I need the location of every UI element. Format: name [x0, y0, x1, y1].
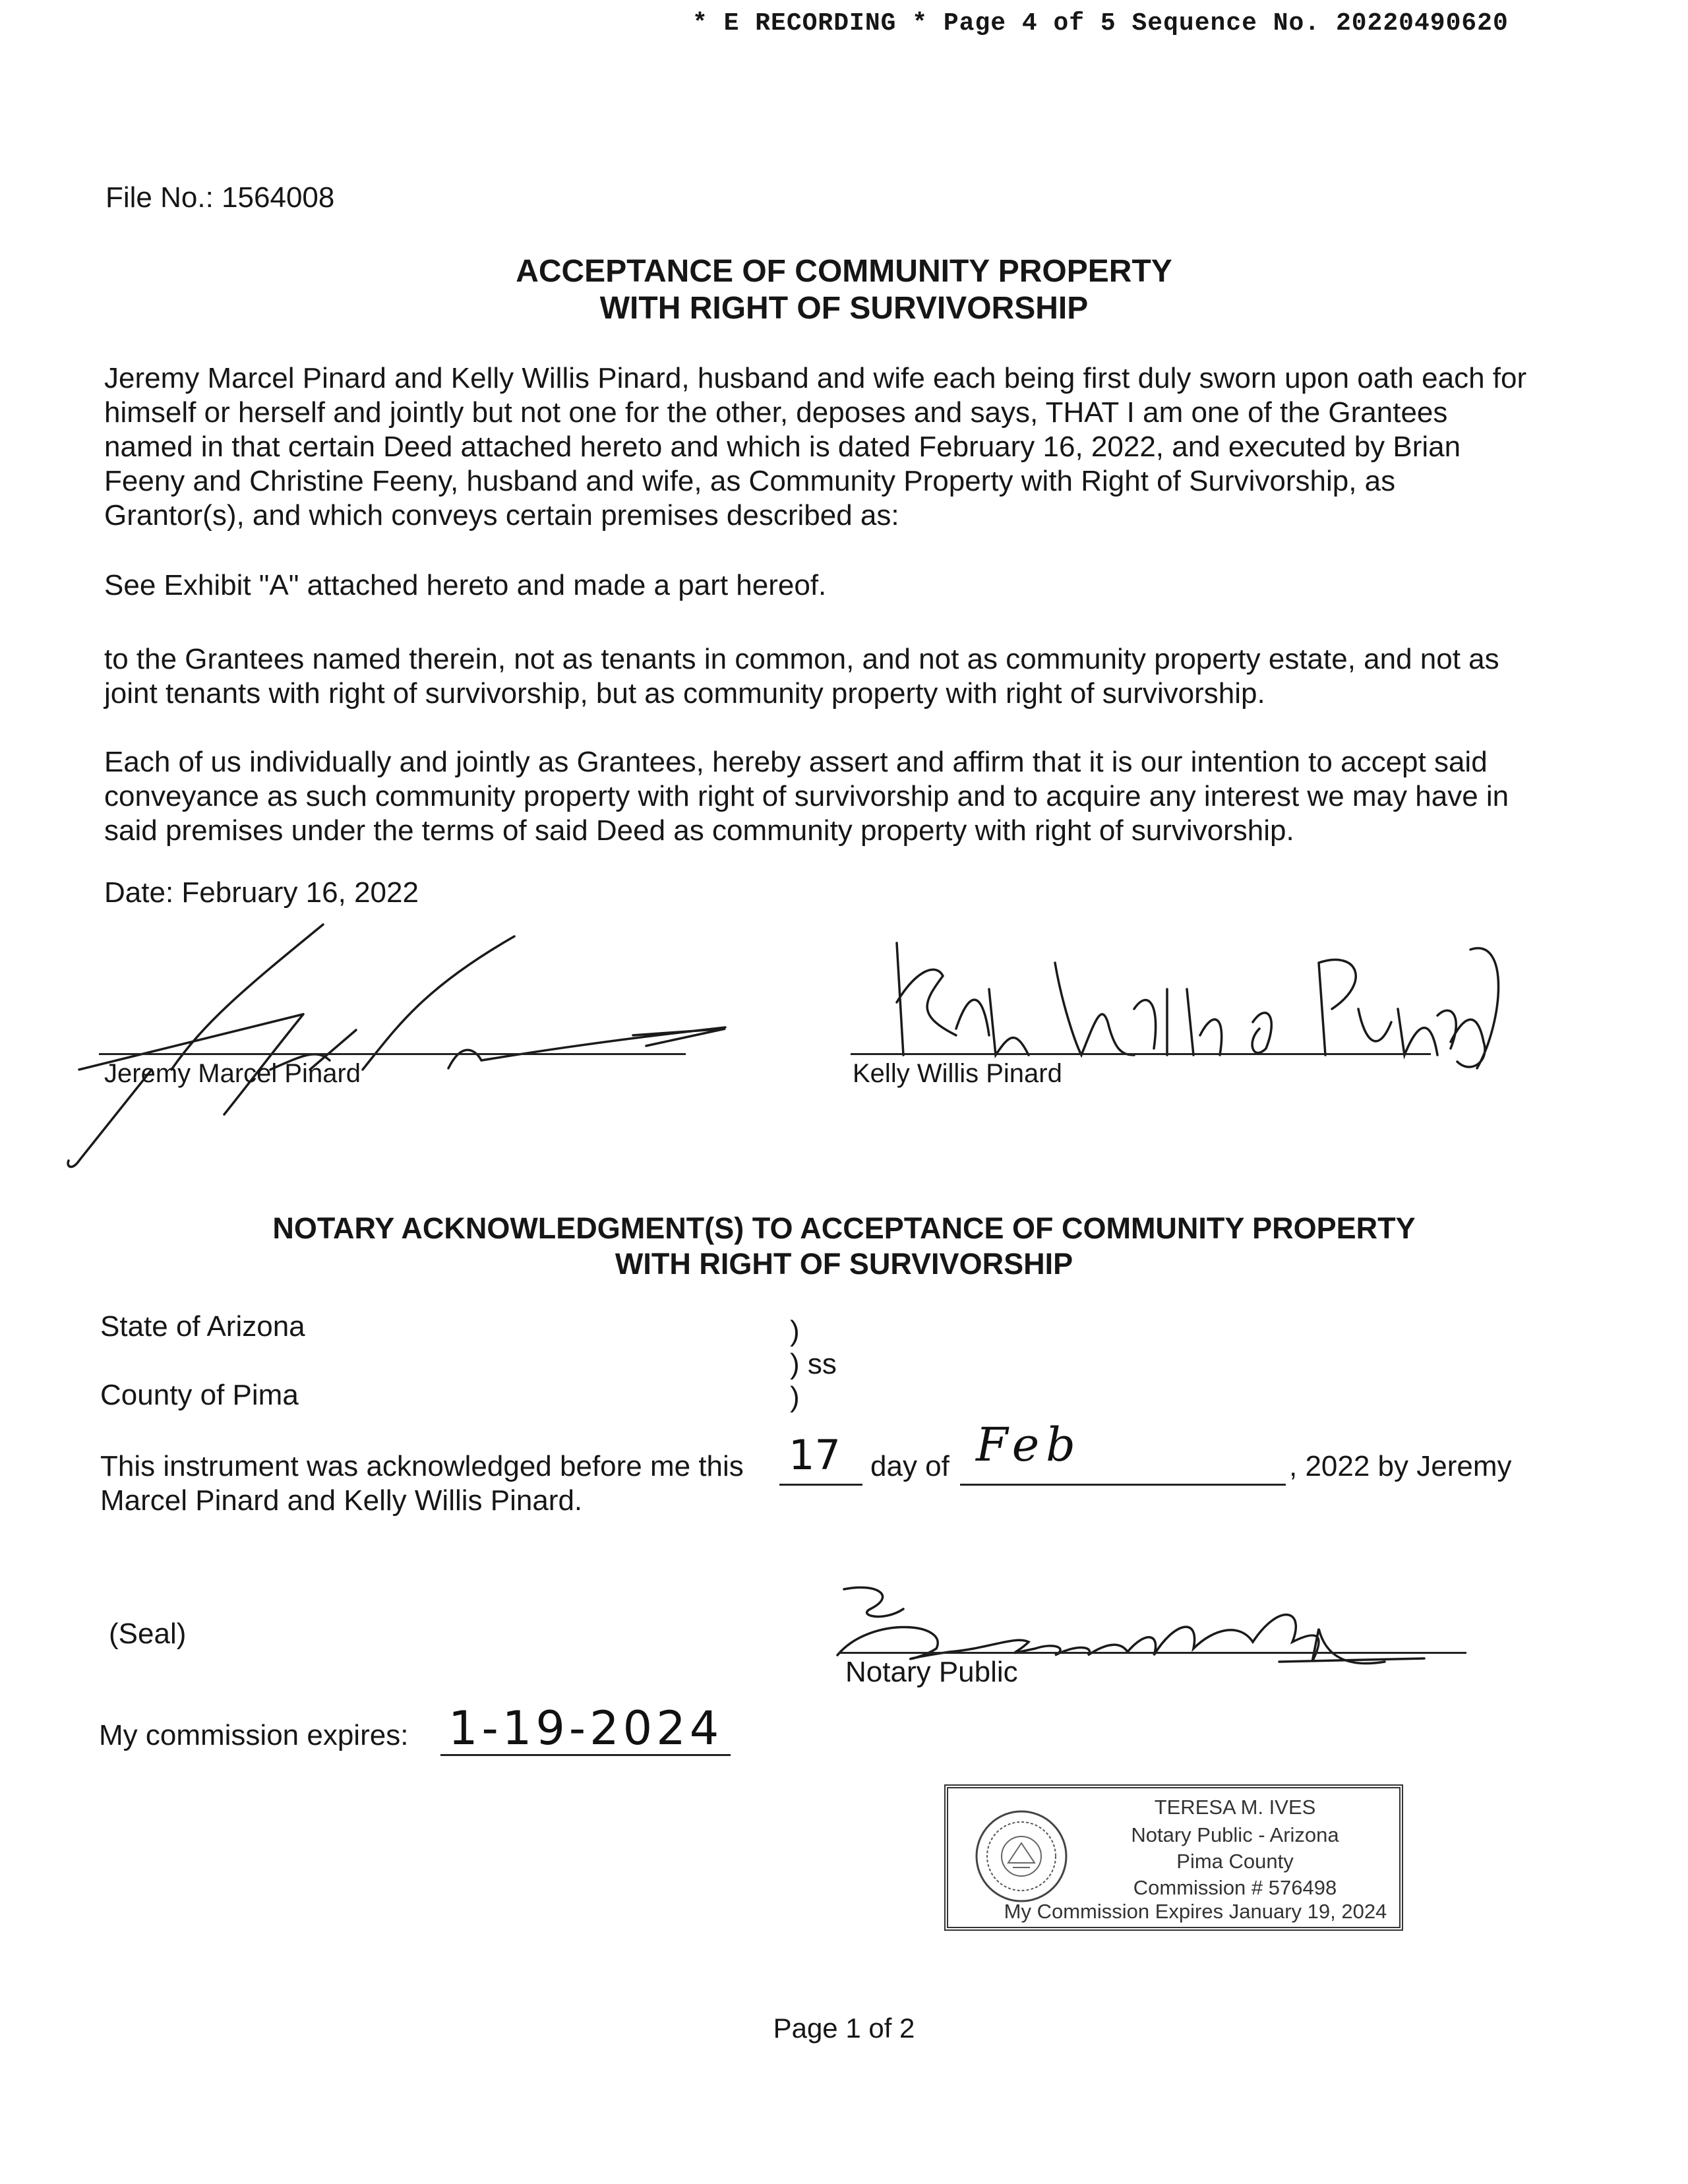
- paragraph-line: Each of us individually and jointly as Grantees, hereby assert and affirm that it is our intention to accept said: [104, 746, 1488, 778]
- paragraph-line: Jeremy Marcel Pinard and Kelly Willis Pinard, husband and wife each being first duly sworn upon oath each for: [104, 362, 1527, 394]
- paragraph-grantees: [104, 361, 1594, 533]
- acknowledgment-prefix: This instrument was acknowledged before me this: [100, 1450, 744, 1482]
- seal-label: (Seal): [109, 1618, 187, 1650]
- signature-line-kelly: [851, 1053, 1431, 1055]
- ack-month-handwritten: Feb: [976, 1418, 1082, 1472]
- venue-paren-ss: ) ss: [790, 1348, 837, 1380]
- document-title-line2: WITH RIGHT OF SURVIVORSHIP: [599, 291, 1089, 326]
- stamp-commission-expiry: My Commission Expires January 19, 2024: [1004, 1900, 1387, 1923]
- date-line: Date: February 16, 2022: [104, 876, 419, 909]
- paragraph-tenancy: [104, 642, 1594, 711]
- arizona-seal-icon: [972, 1807, 1071, 1906]
- signature-line-jeremy: [99, 1053, 686, 1055]
- ack-suffix: , 2022 by Jeremy: [1289, 1450, 1512, 1482]
- commission-expires-label: My commission expires:: [99, 1719, 409, 1751]
- stamp-county: Pima County: [1176, 1850, 1294, 1873]
- venue-state: State of Arizona: [100, 1310, 305, 1343]
- stamp-notary-name: TERESA M. IVES: [1154, 1796, 1316, 1819]
- paragraph-line: Feeny and Christine Feeny, husband and wife, as Community Property with Right of Survivorship, as: [104, 465, 1396, 497]
- paragraph-line: Grantor(s), and which conveys certain premises described as:: [104, 499, 899, 531]
- venue-paren: ): [790, 1381, 800, 1413]
- ack-day-of: day of: [870, 1450, 950, 1482]
- notary-title-line1: NOTARY ACKNOWLEDGMENT(S) TO ACCEPTANCE OF COMMUNITY PROPERTY: [272, 1211, 1416, 1245]
- venue-paren: ): [790, 1315, 800, 1347]
- paragraph-exhibit: See Exhibit "A" attached hereto and made a part hereof.: [104, 569, 827, 601]
- paragraph-affirmation: [104, 745, 1594, 848]
- notary-title-line2: WITH RIGHT OF SURVIVORSHIP: [615, 1247, 1073, 1281]
- document-title-line1: ACCEPTANCE OF COMMUNITY PROPERTY: [516, 254, 1172, 289]
- paragraph-line: himself or herself and jointly but not one for the other, deposes and says, THAT I am one of the Grantees: [104, 396, 1448, 429]
- ack-line2: Marcel Pinard and Kelly Willis Pinard.: [100, 1484, 583, 1517]
- page-footer: Page 1 of 2: [773, 2013, 915, 2044]
- paragraph-line: conveyance as such community property with right of survivorship and to acquire any interest we may have in: [104, 780, 1509, 812]
- notary-signature-line: [839, 1652, 1466, 1654]
- commission-date-handwritten: 1-19-2024: [448, 1701, 723, 1755]
- paragraph-line: to the Grantees named therein, not as tenants in common, and not as community property estate, and not as: [104, 643, 1499, 675]
- grantee2-name: Kelly Willis Pinard: [853, 1059, 1062, 1088]
- paragraph-line: said premises under the terms of said Deed as community property with right of survivorship.: [104, 814, 1294, 847]
- stamp-notary-title: Notary Public - Arizona: [1131, 1823, 1339, 1846]
- recording-header: * E RECORDING * Page 4 of 5 Sequence No. 20220490620: [692, 9, 1509, 38]
- venue-county: County of Pima: [100, 1379, 299, 1411]
- file-number: [106, 181, 334, 215]
- ack-day-line: [779, 1484, 862, 1486]
- ack-month-line: [960, 1484, 1286, 1486]
- venue-brackets: [790, 1315, 837, 1414]
- signature-jeremy-pinard: [53, 917, 745, 1180]
- notary-public-label: Notary Public: [845, 1656, 1018, 1688]
- stamp-commission-number: Commission # 576498: [1133, 1876, 1337, 1899]
- paragraph-line: joint tenants with right of survivorship, but as community property with right of survivorship.: [104, 677, 1265, 710]
- grantee1-name: Jeremy Marcel Pinard: [104, 1059, 361, 1088]
- file-number-value: 1564008: [222, 181, 335, 214]
- ack-day-handwritten: 17: [789, 1431, 841, 1479]
- file-number-label: File No.:: [106, 181, 214, 214]
- paragraph-line: named in that certain Deed attached hereto and which is dated February 16, 2022, and executed by Brian: [104, 431, 1461, 463]
- notary-stamp: [944, 1784, 1403, 1931]
